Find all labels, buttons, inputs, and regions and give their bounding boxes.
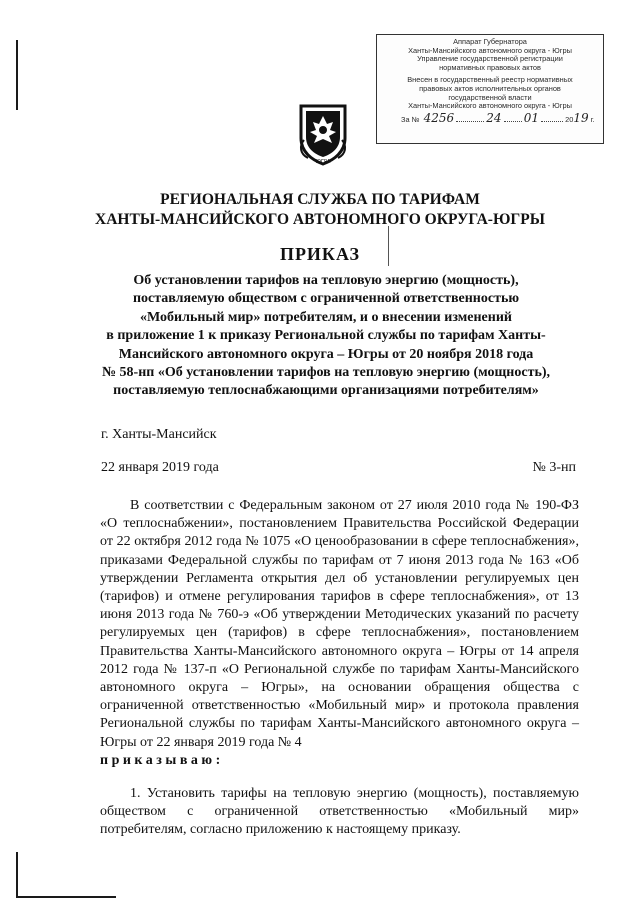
order-item-1: 1. Установить тарифы на тепловую энергию (мощность), поставляемую обществом с ограниченной ответственностью «Мобильный мир» потребителям, согласно приложению к настоящему приказу.	[100, 786, 579, 838]
subject-line: № 58-нп «Об установлении тарифов на тепловую энергию (мощность),	[101, 365, 551, 381]
order-word: приказываю:	[100, 752, 224, 768]
subject-line: поставляемую теплоснабжающими организациями потребителям»	[113, 383, 539, 399]
stamp-line: Управление государственной регистрации	[417, 54, 563, 64]
subject-line: Об установлении тарифов на тепловую энергию (мощность),	[133, 273, 519, 288]
stamp-line: Аппарат Губернатора	[453, 37, 527, 46]
preamble-block	[100, 497, 579, 770]
place-of-issue: г. Ханты-Мансийск	[101, 427, 217, 442]
stamp-reg-year-prefix: 20	[565, 114, 574, 124]
stamp-reg-day: 24	[486, 110, 502, 125]
org-name-line2: ХАНТЫ-МАНСИЙСКОГО АВТОНОМНОГО ОКРУГА-ЮГРЫ	[95, 211, 545, 228]
stamp-reg-prefix: За №	[401, 114, 420, 124]
scan-edge-mark-base	[16, 896, 116, 898]
registration-stamp	[376, 34, 604, 144]
subject-line: «Мобильный мир» потребителям, и о внесении изменений	[140, 309, 512, 325]
stamp-line: правовых актов исполнительных органов	[419, 83, 561, 93]
stamp-line: Ханты-Мансийского автономного округа - Югры	[408, 101, 572, 111]
scan-edge-mark-top	[16, 40, 18, 110]
stamp-line: Внесен в государственный реестр нормативных	[407, 75, 573, 85]
org-name-line1: РЕГИОНАЛЬНАЯ СЛУЖБА ПО ТАРИФАМ	[160, 191, 480, 208]
order-items	[100, 785, 579, 840]
preamble-paragraph: В соответствии с Федеральным законом от 27 июля 2010 года № 190-ФЗ «О теплоснабжении», постановлением Правительства Российской Федерации от 22 октября 2012 года № 1075 «О ценообразовании в сфере теплоснабжения», приказами Федеральной службы по тарифам от 7 июня 2013 года № 163 «Об утверждении Регламента открытия дел об установлении регулируемых цен (тарифов) и отмене регулирования тарифов в сфере теплоснабжения», от 13 июня 2013 года № 760-э «Об утверждении Методических указаний по расчету регулируемых цен (тарифов) в сфере теплоснабжения», постановлением Правительства Ханты-Мансийского автономного округа – Югры от 14 апреля 2012 года № 137-п «О Региональной службе по тарифам Ханты-Мансийского автономного округа – Югры», на основании обращения общества с ограниченной ответственностью «Мобильный мир» и протокола правления Региональной службы по тарифам Ханты-Мансийского автономного округа – Югры от 22 января 2019 года № 4	[100, 498, 579, 750]
scan-edge-mark-bottom	[16, 852, 18, 898]
stamp-line: государственной власти	[448, 92, 532, 102]
subject-line: Мансийского автономного округа – Югры от 20 ноября 2018 года	[118, 346, 534, 362]
subject-line: в приложение 1 к приказу Региональной службы по тарифам Ханты-	[106, 328, 546, 344]
stamp-reg-year-end: г.	[590, 114, 595, 124]
coat-of-arms-emblem	[296, 102, 350, 166]
stamp-line: нормативных правовых актов	[439, 62, 541, 72]
stamp-reg-year-suffix: 19	[573, 110, 589, 125]
document-date: 22 января 2019 года	[101, 460, 219, 475]
document-type: ПРИКАЗ	[279, 244, 361, 264]
document-subject	[86, 272, 566, 401]
document-number: № 3-нп	[532, 460, 576, 475]
emblem-label: ЮГРА	[315, 159, 331, 165]
stamp-line: Ханты-Мансийского автономного округа - Югры	[408, 45, 572, 55]
subject-line: поставляемую обществом с ограниченной ответственностью	[132, 291, 520, 307]
stamp-registration-row	[377, 110, 603, 125]
stamp-reg-number: 4256	[423, 110, 455, 125]
stamp-reg-month: 01	[523, 110, 539, 125]
